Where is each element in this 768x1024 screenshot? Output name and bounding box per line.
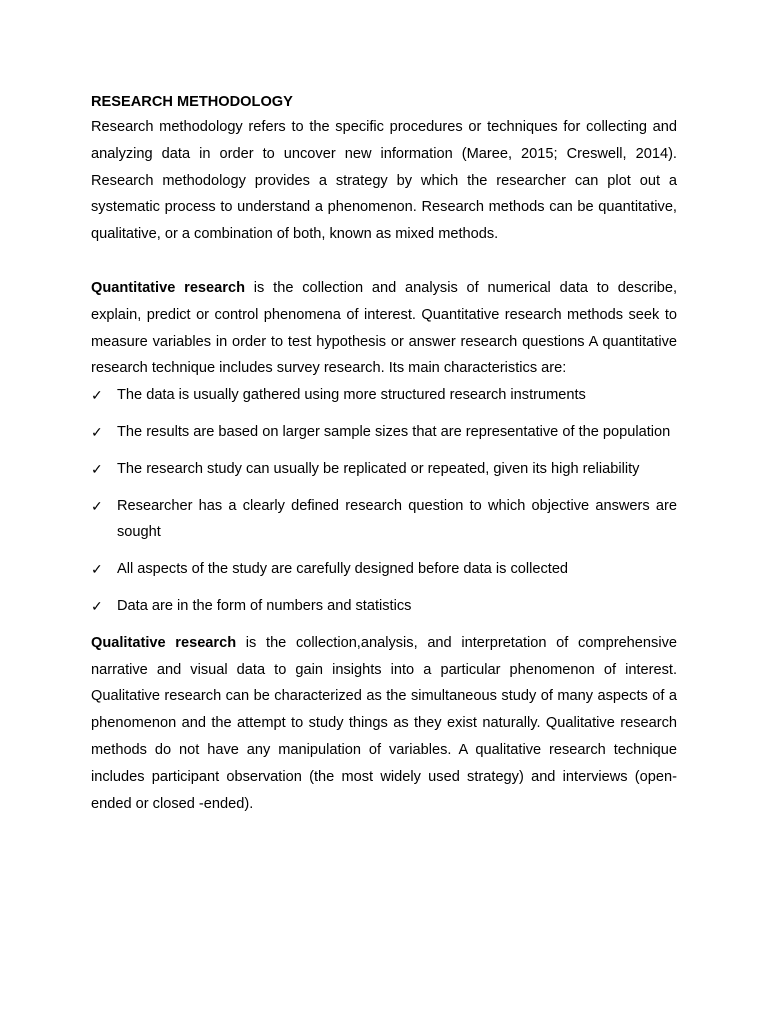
- checkmark-icon: ✓: [91, 561, 103, 578]
- quantitative-term: Quantitative research: [91, 279, 245, 296]
- characteristics-list: [91, 382, 677, 620]
- list-item: [91, 456, 677, 483]
- section-heading: RESEARCH METHODOLOGY: [91, 94, 293, 110]
- list-item-text: Data are in the form of numbers and statistics: [117, 597, 412, 614]
- list-item-text: Researcher has a clearly defined research question to which objective answers are sought: [117, 497, 677, 541]
- list-item: [91, 419, 677, 446]
- list-item-text: The research study can usually be replicated or repeated, given its high reliability: [117, 460, 640, 477]
- list-item-text: The results are based on larger sample sizes that are representative of the population: [117, 423, 671, 440]
- checkmark-icon: ✓: [91, 460, 103, 477]
- paragraph-gap: [91, 248, 677, 275]
- qualitative-term: Qualitative research: [91, 634, 237, 651]
- list-item: [91, 593, 677, 620]
- checkmark-icon: ✓: [91, 597, 103, 614]
- list-item-text: The data is usually gathered using more structured research instruments: [117, 387, 586, 404]
- list-item-text: All aspects of the study are carefully designed before data is collected: [117, 561, 569, 578]
- qualitative-text: is the collection,analysis, and interpretation of comprehensive narrative and visual data to gain insights into a particular phenomenon of interest. Qualitative research can be characterized as the simultaneous study of many aspects of a phenomenon and the attempt to study things as they exist naturally. Qualitative research methods do not have any manipulation of variables. A qualitative research technique includes participant observation (the most widely used strategy) and interviews (open-ended or closed -ended).: [91, 634, 677, 812]
- quantitative-text: is the collection and analysis of numerical data to describe, explain, predict or control phenomena of interest. Quantitative research methods seek to measure variables in order to test hypothesis or answer research questions A quantitative research technique includes survey research. Its main characteristics are:: [91, 279, 677, 377]
- list-item: [91, 556, 677, 583]
- checkmark-icon: ✓: [91, 423, 103, 440]
- intro-paragraph: Research methodology refers to the specific procedures or techniques for collecting and analyzing data in order to uncover new information (Maree, 2015; Creswell, 2014). Research methodology provides a strategy by which the researcher can plot out a systematic process to understand a phenomenon. Research methods can be quantitative, qualitative, or a combination of both, known as mixed methods.: [91, 119, 677, 243]
- checkmark-icon: ✓: [91, 387, 103, 404]
- document-page: [91, 92, 677, 817]
- checkmark-icon: ✓: [91, 497, 103, 514]
- list-item: [91, 382, 677, 409]
- quantitative-paragraph: [91, 275, 677, 382]
- qualitative-paragraph: [91, 630, 677, 818]
- list-item: [91, 493, 677, 547]
